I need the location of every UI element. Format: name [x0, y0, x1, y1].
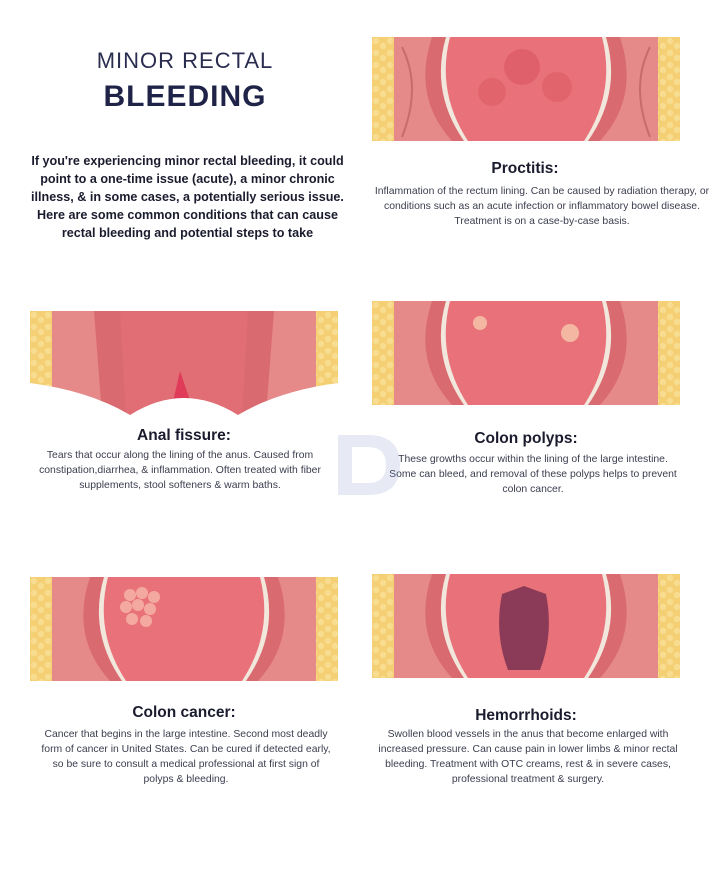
intro-paragraph: If you're experiencing minor rectal bleeding, it could point to a one-time issue (acute), a minor chronic illness, & in some cases, a potentially serious issue. Here are some common conditions that can cause rectal bleeding and potential steps to take: [31, 154, 344, 240]
colon-polyps-illustration: [372, 301, 680, 405]
condition-title-proctitis: Proctitis:: [491, 160, 559, 177]
watermark-logo: [328, 425, 408, 505]
condition-desc-proctitis: Inflammation of the rectum lining. Can be caused by radiation therapy, or conditions such as an acute infection or inflammatory bowel disease. Treatment is on a case-by-case basis.: [374, 186, 710, 227]
condition-desc-anal-fissure: Tears that occur along the lining of the anus. Caused from constipation,diarrhea, & inflammation. Often treated with fiber supplements, stool softeners & warm baths.: [39, 450, 321, 491]
hemorrhoids-illustration: [372, 574, 680, 678]
condition-title-colon-cancer: Colon cancer:: [132, 704, 236, 721]
page-title: BLEEDING: [103, 80, 267, 113]
condition-desc-colon-polyps: These growths occur within the lining of the large intestine. Some can bleed, and removal of these polyps helps to prevent colon cancer.: [389, 454, 677, 495]
condition-desc-colon-cancer: Cancer that begins in the large intestine. Second most deadly form of cancer in United States. Can be cured if detected early, so be sure to consult a medical professional at first sign of polyps & bleeding.: [41, 729, 331, 785]
proctitis-illustration: [372, 37, 680, 141]
title-subheading: MINOR RECTAL: [96, 48, 274, 73]
condition-desc-hemorrhoids: Swollen blood vessels in the anus that become enlarged with increased pressure. Can cause pain in lower limbs & minor rectal bleeding. Treatment with OTC creams, rest & in severe cases, professional treatment & surgery.: [378, 729, 678, 785]
anal-fissure-illustration: [30, 311, 338, 415]
colon-cancer-illustration: [30, 577, 338, 681]
condition-title-hemorrhoids: Hemorrhoids:: [475, 707, 577, 724]
condition-title-anal-fissure: Anal fissure:: [137, 427, 231, 444]
condition-title-colon-polyps: Colon polyps:: [474, 430, 578, 447]
